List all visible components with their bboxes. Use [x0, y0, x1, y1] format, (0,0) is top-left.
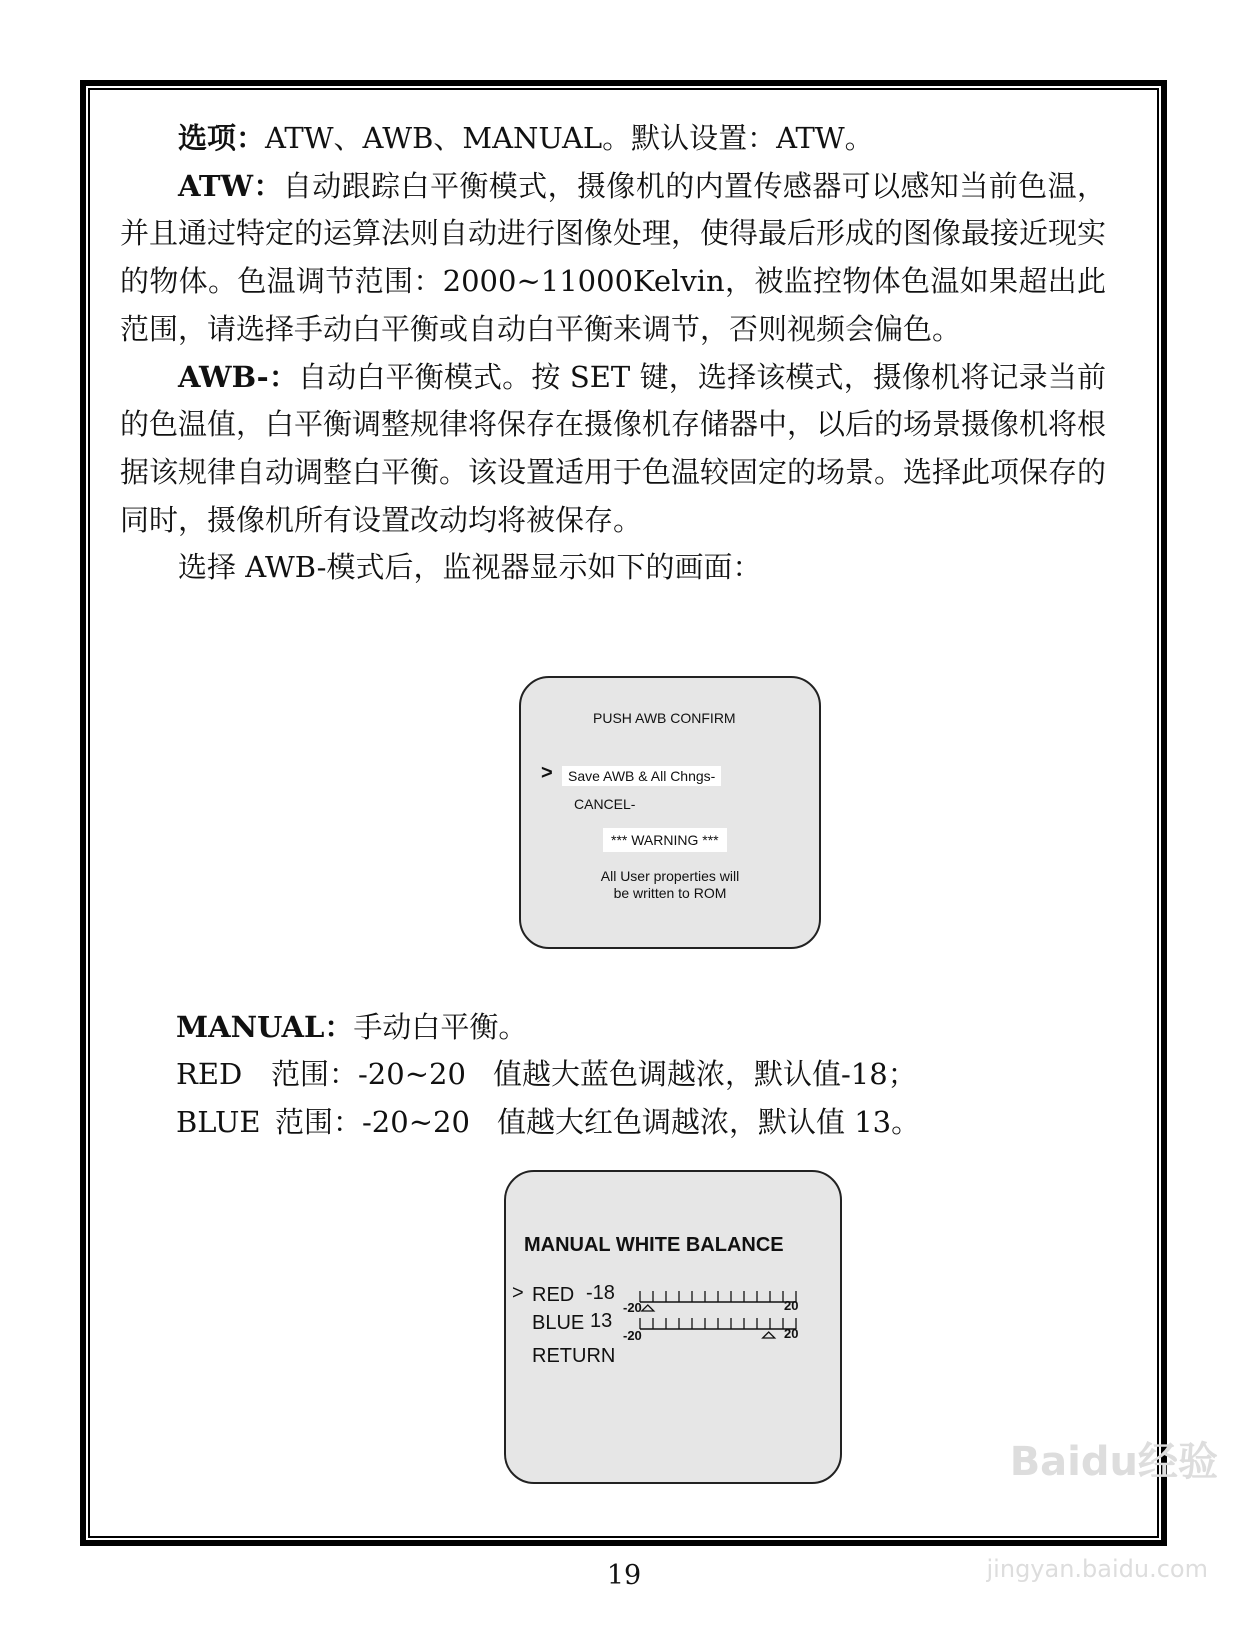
red-range: 范围：-20~20	[271, 1057, 466, 1091]
blue-line	[176, 1100, 920, 1141]
blue-name: BLUE	[176, 1105, 261, 1139]
red-level-marker-icon	[642, 1305, 654, 1311]
red-scale-max: 20	[784, 1298, 799, 1313]
blue-level-marker-icon	[763, 1332, 775, 1338]
warning-line-2: be written to ROM	[613, 885, 727, 901]
cursor-icon: >	[512, 1282, 524, 1304]
blue-scale-max: 20	[784, 1326, 799, 1341]
manual-white-balance-screen	[504, 1170, 842, 1484]
awb-text: 自动白平衡模式。按 SET 键，选择该模式，摄像机将记录当前的色温值，白平衡调整规律将保存在摄像机存储器中，以后的场景摄像机将根据该规律自动调整白平衡。该设置适用于色温较固定的场景。选择此项保存的同时，摄像机所有设置改动均将被保存。	[120, 359, 1107, 537]
awb-paragraph	[120, 354, 1106, 545]
blue-value: 13	[590, 1310, 613, 1332]
red-desc: 值越大蓝色调越浓，默认值-18；	[493, 1057, 917, 1091]
red-label[interactable]: RED	[532, 1284, 575, 1306]
atw-label: ATW：	[178, 168, 283, 203]
manual-label: MANUAL：	[176, 1010, 354, 1044]
red-line	[176, 1052, 917, 1093]
cursor-icon: >	[541, 762, 553, 784]
cancel-option[interactable]: CANCEL-	[574, 796, 636, 812]
watermark-logo: Baidu经验	[1009, 1439, 1218, 1485]
mwb-title: MANUAL WHITE BALANCE	[524, 1234, 784, 1256]
warning-label: *** WARNING ***	[603, 828, 727, 852]
blue-range: 范围：-20~20	[275, 1105, 470, 1139]
options-label: 选项：	[178, 121, 266, 155]
body-text	[120, 115, 1106, 592]
options-text: ATW、AWB、MANUAL。默认设置：ATW。	[265, 121, 874, 155]
watermark-url: jingyan.baidu.com	[986, 1555, 1208, 1583]
manual-text: 手动白平衡。	[353, 1010, 528, 1044]
manual-heading	[176, 1005, 527, 1046]
page-number: 19	[606, 1560, 642, 1591]
blue-scale-min: -20	[623, 1328, 642, 1343]
warning-line-1: All User properties will	[600, 868, 740, 884]
atw-paragraph	[120, 163, 1106, 354]
awb-intro: 选择 AWB-模式后，监视器显示如下的画面：	[178, 550, 762, 585]
atw-text: 自动跟踪白平衡模式，摄像机的内置传感器可以感知当前色温，并且通过特定的运算法则自动进行图像处理，使得最后形成的图像最接近现实的物体。色温调节范围：2000~11000Kelvin，被监控物体色温如果超出此范围，请选择手动白平衡或自动白平衡来调节，否则视频会偏色。	[120, 168, 1107, 346]
awb-confirm-screen	[519, 676, 821, 949]
blue-desc: 值越大红色调越浓，默认值 13。	[497, 1105, 921, 1139]
red-value: -18	[586, 1282, 615, 1304]
awb-label: AWB-：	[178, 359, 299, 394]
return-option[interactable]: RETURN	[532, 1345, 616, 1367]
red-scale-min: -20	[623, 1300, 642, 1315]
options-paragraph	[120, 115, 1106, 163]
red-name: RED	[176, 1057, 243, 1091]
save-awb-option[interactable]: Save AWB & All Chngs-	[562, 766, 721, 786]
awb-screen-title: PUSH AWB CONFIRM	[593, 710, 736, 726]
blue-label[interactable]: BLUE	[532, 1312, 585, 1334]
